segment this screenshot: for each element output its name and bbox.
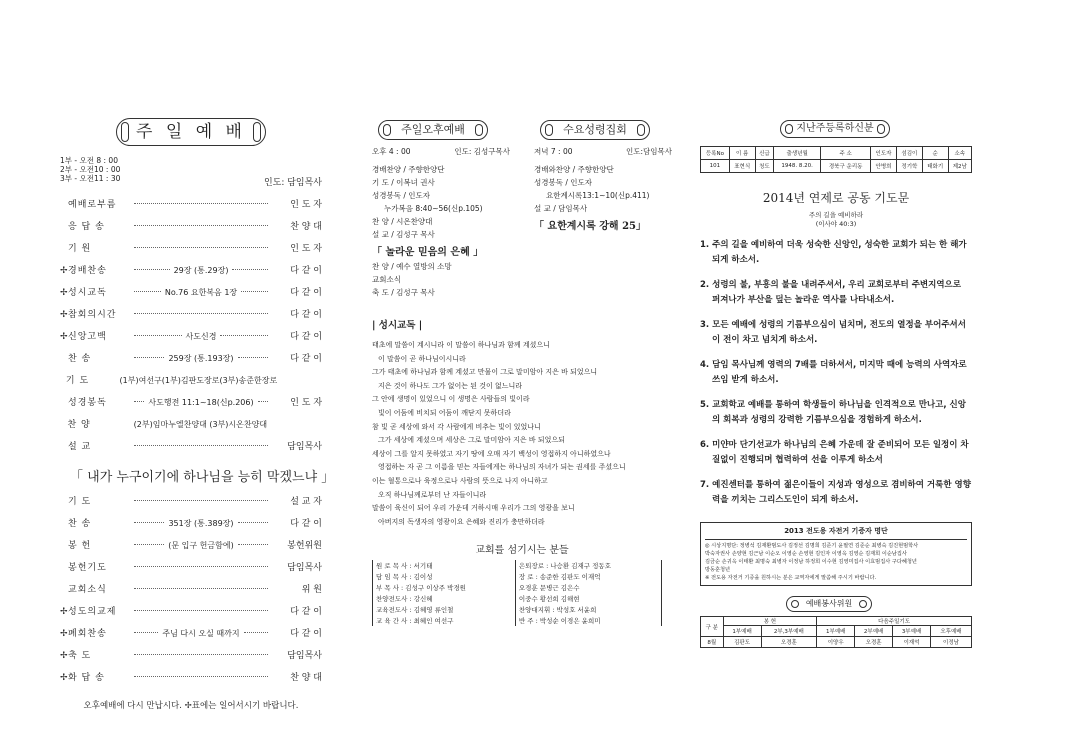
leader-dots xyxy=(134,269,170,270)
order-item-name: 설 교 xyxy=(68,442,92,452)
order-item-name: 경배찬송 xyxy=(68,266,107,276)
order-item-name: 기 원 xyxy=(68,244,92,254)
order-item-leader: 인 도 자 xyxy=(290,200,322,210)
order-item-name: 성경봉독 xyxy=(68,398,107,408)
order-row xyxy=(60,667,322,689)
reading-line: 참 빛 곧 세상에 와서 각 사람에게 비추는 빛이 있었나니 xyxy=(372,422,541,431)
prayer-reference: (이사야 40:3) xyxy=(815,220,857,228)
order-item-detail: 주님 다시 오실 때까지 xyxy=(162,629,240,638)
duty-subheader-cell: 2부예배 xyxy=(855,626,893,637)
order-row xyxy=(60,513,322,535)
duty-subheader-row xyxy=(701,626,972,637)
order-item-name: 봉 헌 xyxy=(68,541,92,551)
leader-dots xyxy=(134,522,164,523)
order-item-leader: 인 도 자 xyxy=(290,244,322,254)
sermon-title: 「 내가 누구이기에 하나님을 능히 막겠느냐 」 xyxy=(70,470,335,485)
leader-dots xyxy=(134,225,268,226)
order-item-detail: 259장 (통.193장) xyxy=(168,354,234,363)
leader-dots xyxy=(134,203,268,204)
donor-line: 김금순 손귀옥 이태환 최명숙 최병자 이정남 하정희 이수현 김영미집사 이효범집사 구다혜청년 xyxy=(705,559,917,565)
wednesday-time: 저녁 7 : 00 xyxy=(534,147,573,156)
leader-label: 인도: 담임목사 xyxy=(263,178,322,188)
staff-cell: 오경훈 문병근 김은수 xyxy=(515,582,661,593)
order-row xyxy=(60,557,322,579)
new-members-header-cell: 순 xyxy=(922,147,948,160)
order-item-leader: 담임목사 xyxy=(287,651,322,661)
order-row xyxy=(60,348,322,370)
duty-table xyxy=(700,616,972,648)
order-item-name: 찬 양 xyxy=(67,420,91,430)
reading-line: 지은 것이 하나도 그가 없이는 된 것이 없느니라 xyxy=(378,381,523,390)
staff-title: 교회를 섬기시는 분들 xyxy=(475,545,569,557)
leader-dots xyxy=(241,291,268,292)
prayer-item: 2. 성령의 불, 부흥의 불을 내려주셔서, 우리 교회로부터 주변지역으로 퍼져나가 부산을 덮는 놀라운 역사를 나타내소서. xyxy=(700,280,961,305)
reading-line: 세상이 그를 알지 못하였고 자기 땅에 오매 자기 백성이 영접하지 아니하였으나 xyxy=(372,449,611,458)
staff-cell: 원 로 목 사 : 서기태 xyxy=(373,560,516,571)
table-row xyxy=(373,604,662,615)
order-item-name: 교회소식 xyxy=(68,585,107,595)
responsive-reading xyxy=(372,339,672,529)
order-item-leader: 봉헌위원 xyxy=(287,541,322,551)
staff-table xyxy=(372,560,662,626)
pm-item: 찬 양 / 예수 열방의 소망 xyxy=(372,262,452,271)
leader-dots xyxy=(134,313,268,314)
table-row xyxy=(373,615,662,626)
order-row xyxy=(60,304,322,326)
reading-line: 태초에 말씀이 계시니라 이 말씀이 하나님과 함께 계셨으니 xyxy=(372,341,550,349)
duty-header-cell: 구 분 xyxy=(701,617,724,637)
order-item-name: 기 도 xyxy=(65,376,90,386)
leader-dots xyxy=(244,632,268,633)
order-item-leader: 위 원 xyxy=(301,585,322,595)
sunday-worship-title: 주 일 예 배 xyxy=(116,118,266,146)
leader-dots xyxy=(134,632,158,633)
service-time: 3부 - 오전11 : 30 xyxy=(60,174,121,183)
reading-line: 이는 혈통으로나 육정으로나 사람의 뜻으로 나지 아니하고 xyxy=(372,476,548,485)
order-item-name: 화 답 송 xyxy=(68,673,105,683)
pm-sermon-title: 「 놀라운 믿음의 은혜 」 xyxy=(372,247,484,258)
duty-header-cell: 다음주일기도 xyxy=(817,617,972,626)
wednesday-item: 성경봉독 / 인도자 xyxy=(534,178,593,187)
new-members-cell: 정기학 xyxy=(896,160,922,173)
order-item-detail: 351장 (통.389장) xyxy=(168,519,234,528)
wednesday-item: 경배와찬양 / 주향한양단 xyxy=(534,165,614,174)
new-members-header-cell: 등록No xyxy=(701,147,730,160)
order-item-leader: 다 같 이 xyxy=(290,607,322,617)
duty-name-cell: 오경훈 xyxy=(855,637,893,648)
standing-mark: ✢ xyxy=(60,266,68,276)
prayer-item: 6. 미얀마 단기선교가 하나님의 은혜 가운데 잘 준비되어 모든 일정이 차질없이 진행되며 협력하여 선을 이루게 하소서 xyxy=(700,440,969,465)
duty-month-cell: 8월 xyxy=(701,637,724,648)
prayer-title: 2014년 연제로 공동 기도문 xyxy=(762,191,910,205)
order-item-name: 찬 송 xyxy=(68,354,92,364)
donor-box-title: 2013 전도용 자전거 기증자 명단 xyxy=(784,527,888,535)
order-item-name: 폐회찬송 xyxy=(68,629,107,639)
order-item-name: 축 도 xyxy=(68,651,92,661)
table-row xyxy=(373,560,662,571)
order-row xyxy=(60,414,322,436)
pm-order-after xyxy=(372,260,510,299)
pm-item: 경배찬양 / 주향한양단 xyxy=(372,165,445,174)
leader-dots xyxy=(134,247,268,248)
staff-cell: 찬양전도사 : 강신혜 xyxy=(373,593,516,604)
order-row xyxy=(60,436,322,458)
order-of-worship-after xyxy=(60,491,322,689)
donor-line: 방동훈청년 xyxy=(705,567,731,573)
donor-line: ※ 전도용 자전거 기증을 원하시는 분은 교역자에게 말씀해 주시기 바랍니다. xyxy=(705,575,877,581)
order-item-leader: 다 같 이 xyxy=(290,332,323,342)
leader-dots xyxy=(134,676,268,677)
pm-item: 축 도 / 김성구 목사 xyxy=(372,288,435,297)
wednesday-item: 설 교 / 담임목사 xyxy=(534,204,588,213)
order-item-leader: 담임목사 xyxy=(287,563,322,573)
staff-cell: 부 목 사 : 김성구 이상주 박경원 xyxy=(373,582,516,593)
order-row xyxy=(60,326,322,348)
order-row xyxy=(60,370,322,392)
reading-line: 영접하는 자 곧 그 이름을 믿는 자들에게는 하나님의 자녀가 되는 권세를 주셨으니 xyxy=(378,463,626,472)
leader-dots xyxy=(238,522,268,523)
new-members-cell: 제2남 xyxy=(948,160,971,173)
order-item-name: 응 답 송 xyxy=(68,222,105,232)
order-item-leader: 다 같 이 xyxy=(290,310,322,320)
reading-line: 빛이 어둠에 비치되 어둠이 깨닫지 못하더라 xyxy=(378,408,511,417)
duty-title: 예배봉사위원 xyxy=(786,596,872,612)
order-item-leader: 설 교 자 xyxy=(290,497,322,507)
order-row xyxy=(60,579,322,601)
order-item-leader: 찬 양 대 xyxy=(290,673,322,683)
new-members-cell: 표현식 xyxy=(729,160,755,173)
new-members-header-cell: 이 름 xyxy=(729,147,755,160)
order-item-name: 참회의시간 xyxy=(68,310,117,320)
duty-name-cell: 이양우 xyxy=(817,637,855,648)
wednesday-leader: 인도:담임목사 xyxy=(626,147,672,156)
pm-item: 설 교 / 김성구 목사 xyxy=(372,230,435,239)
leader-dots xyxy=(134,335,182,336)
table-row xyxy=(373,571,662,582)
order-row xyxy=(60,216,322,238)
order-item-leader: 다 같 이 xyxy=(290,519,322,529)
order-item-detail: (문 입구 헌금함에) xyxy=(168,541,234,550)
staff-cell: 은퇴장로 : 나승환 김재구 정동호 xyxy=(515,560,661,571)
duty-subheader-cell: 1부예배 xyxy=(723,626,761,637)
responsive-reading-title: | 성시교독 | xyxy=(372,320,423,331)
leader-dots xyxy=(134,566,268,567)
order-item-name: 봉헌기도 xyxy=(68,563,107,573)
reading-line: 이 말씀이 곧 하나님이시니라 xyxy=(378,354,466,363)
leader-dots xyxy=(134,500,268,501)
new-members-header-cell: 주 소 xyxy=(821,147,871,160)
new-members-cell: 101 xyxy=(701,160,730,173)
new-members-table xyxy=(700,146,972,173)
new-members-header-cell: 인도자 xyxy=(871,147,897,160)
order-item-name: 기 도 xyxy=(68,497,92,507)
wednesday-sermon-title: 「 요한계시록 강해 25」 xyxy=(534,221,646,232)
new-members-cell: 안병희 xyxy=(871,160,897,173)
order-item-detail: 사도행전 11:1~18(신p.206) xyxy=(148,398,254,407)
order-item-leader: 담임목사 xyxy=(287,442,322,452)
standing-mark: ✢ xyxy=(60,629,68,639)
leader-dots xyxy=(258,401,268,402)
duty-header-cell: 봉 헌 xyxy=(723,617,817,626)
new-members-header-cell: 출생년월 xyxy=(774,147,821,160)
pm-leader: 인도: 김성구목사 xyxy=(454,147,510,156)
staff-cell: 장 로 : 송준한 김판도 이재억 xyxy=(515,571,661,582)
new-members-header-row xyxy=(701,147,972,160)
order-item-name: 신앙고백 xyxy=(68,332,107,342)
order-item-name: 예배로부름 xyxy=(68,200,117,210)
new-members-cell: 경북구 운리동 xyxy=(821,160,871,173)
standing-mark: ✢ xyxy=(60,310,68,320)
order-item-name: 성도의교제 xyxy=(68,607,117,617)
leader-dots xyxy=(134,544,164,545)
wednesday-service-title: 수요성령집회 xyxy=(540,120,650,140)
order-row xyxy=(60,194,322,216)
order-item-name: 성시교독 xyxy=(68,288,107,298)
order-row xyxy=(60,392,322,414)
staff-cell: 담 임 목 사 : 김이성 xyxy=(373,571,516,582)
footer-note: 오후예배에 다시 만납시다. ✢표에는 일어서시기 바랍니다. xyxy=(83,701,299,711)
order-row xyxy=(60,260,322,282)
leader-dots xyxy=(134,445,268,446)
new-members-title: 지난주등록하신분 xyxy=(780,120,890,138)
standing-mark: ✢ xyxy=(60,651,68,661)
pm-order xyxy=(372,163,510,241)
order-item-leader: 다 같 이 xyxy=(290,288,322,298)
wednesday-service xyxy=(534,120,672,299)
duty-header-row xyxy=(701,617,972,626)
wednesday-item: 요한계시록13:1~10(신p.411) xyxy=(546,191,650,200)
leader-dots xyxy=(134,588,268,589)
standing-mark: ✢ xyxy=(60,607,68,617)
order-of-worship xyxy=(60,194,322,458)
pm-item: 누가복음 8:40~56(신p.105) xyxy=(384,204,483,213)
leader-dots xyxy=(134,654,268,655)
order-row xyxy=(60,645,322,667)
order-item-leader: 다 같 이 xyxy=(290,354,322,364)
new-members-header-cell: 소속 xyxy=(948,147,971,160)
standing-mark: ✢ xyxy=(60,288,68,298)
leader-dots xyxy=(220,335,268,336)
reading-line: 그가 세상에 계셨으며 세상은 그로 말미암아 지은 바 되었으되 xyxy=(378,436,565,445)
reading-line: 그가 태초에 하나님과 함께 계셨고 만물이 그로 말미암아 지은 바 되었으니 xyxy=(372,368,598,377)
prayer-item: 4. 담임 목사님께 영력의 7배를 더하셔서, 미지막 때에 능력의 사역자로 쓰임 받게 하소서. xyxy=(700,360,967,385)
leader-dots xyxy=(134,610,268,611)
pm-time: 오후 4 : 00 xyxy=(372,147,411,156)
prayer-item: 3. 모든 예배에 성령의 기름부으심이 넘치며, 전도의 열정을 부어주셔서 이 전이 차고 넘치게 하소서. xyxy=(700,320,966,345)
order-row xyxy=(60,535,322,557)
donor-line: 박숙자권사 손양현 김근남 이순오 이영순 손영현 김인자 이영옥 김영순 김재희 이순남집사 xyxy=(705,551,907,557)
pm-item: 교회소식 xyxy=(372,275,401,284)
leader-dots xyxy=(134,401,144,402)
table-row xyxy=(373,593,662,604)
order-row xyxy=(60,238,322,260)
order-item-detail: 29장 (통.29장) xyxy=(173,266,229,275)
table-row xyxy=(373,582,662,593)
pm-and-wednesday-column xyxy=(372,120,672,626)
reading-line: 오직 하나님께로부터 난 자들이니라 xyxy=(378,490,487,499)
order-item-leader: 다 같 이 xyxy=(290,266,322,276)
sunday-worship-column xyxy=(60,118,335,711)
reading-line: 말씀이 육신이 되어 우리 가운데 거하시매 우리가 그의 영광을 보니 xyxy=(372,504,575,513)
leader-dots xyxy=(238,544,268,545)
right-column xyxy=(700,120,972,648)
staff-cell: 반 주 : 박성순 이경은 윤희미 xyxy=(515,615,661,626)
duty-name-cell: 이정남 xyxy=(931,637,972,648)
new-members-cell: 1948. 8.20. xyxy=(774,160,821,173)
leader-dots xyxy=(238,357,268,358)
new-members-header-cell: 신급 xyxy=(755,147,774,160)
duty-subheader-cell: 1부예배 xyxy=(817,626,855,637)
pm-item: 기 도 / 이복녀 권사 xyxy=(372,178,435,187)
pm-service xyxy=(372,120,510,299)
new-members-cell: 청도 xyxy=(755,160,774,173)
table-row xyxy=(701,160,972,173)
wednesday-order xyxy=(534,163,672,215)
order-row xyxy=(60,282,322,304)
staff-cell: 이중수 황선희 김해현 xyxy=(515,593,661,604)
order-item-detail: (1부)여선구(1부)김판도장로(3부)송준한장로 xyxy=(119,376,278,385)
order-row xyxy=(60,601,322,623)
donor-line: ◎ 시상지명단: 정병석 김재환범도사 김정선 김명희 김준기 윤필연 김준순 최병숙 김진현범학사 xyxy=(705,543,919,549)
order-item-leader: 다 같 이 xyxy=(290,629,322,639)
order-row xyxy=(60,623,322,645)
prayer-item: 5. 교회학교 예배를 통하여 학생들이 하나님을 인격적으로 만나고, 신앙의 회복과 성령의 강력한 기름부으심을 경험하게 하소서. xyxy=(700,400,966,425)
order-item-leader: 찬 양 대 xyxy=(290,222,322,232)
duty-name-cell: 오경훈 xyxy=(761,637,817,648)
pm-service-title: 주일오후예배 xyxy=(378,120,488,140)
reading-line: 아버지의 독생자의 영광이요 은혜와 진리가 충만하더라 xyxy=(378,517,545,526)
order-row xyxy=(60,491,322,513)
new-members-header-cell: 섬김이 xyxy=(896,147,922,160)
duty-name-cell: 이재억 xyxy=(893,637,931,648)
duty-subheader-cell: 3부예배 xyxy=(893,626,931,637)
donor-box xyxy=(700,522,972,586)
order-item-leader: 인 도 자 xyxy=(290,398,323,408)
order-item-detail: 사도신경 xyxy=(185,332,217,341)
order-item-detail: No.76 요한복음 1장 xyxy=(164,288,238,297)
service-time: 2부 - 오전10 : 00 xyxy=(60,165,121,174)
leader-dots xyxy=(134,291,161,292)
standing-mark: ✢ xyxy=(60,673,68,683)
pm-item: 찬 양 / 시온찬양대 xyxy=(372,217,433,226)
donor-list xyxy=(705,539,967,582)
prayer-list xyxy=(700,238,972,508)
duty-subheader-cell: 2부,3부예배 xyxy=(761,626,817,637)
leader-dots xyxy=(134,357,164,358)
new-members-cell: 태화기 xyxy=(922,160,948,173)
order-item-name: 찬 송 xyxy=(68,519,92,529)
staff-cell: 교 육 간 사 : 최혜인 여선구 xyxy=(373,615,516,626)
duty-subheader-cell: 오후예배 xyxy=(931,626,972,637)
table-row xyxy=(701,637,972,648)
order-item-detail: (2부)임마누엘찬양대 (3부)시온찬양대 xyxy=(133,420,268,429)
staff-cell: 찬양대지휘 : 박성호 서윤희 xyxy=(515,604,661,615)
prayer-item: 7. 예진센터를 통하여 젊은이들이 지성과 영성으로 겸비하여 거룩한 영향력을 끼치는 그리스도인이 되게 하소서. xyxy=(700,480,971,505)
staff-cell: 교육전도사 : 김혜영 류인철 xyxy=(373,604,516,615)
pm-item: 성경봉독 / 인도자 xyxy=(372,191,431,200)
standing-mark: ✢ xyxy=(60,332,68,342)
reading-line: 그 안에 생명이 있었으니 이 생명은 사람들의 빛이라 xyxy=(372,395,530,404)
service-time: 1부 - 오전 8 : 00 xyxy=(60,156,118,165)
leader-dots xyxy=(232,269,268,270)
prayer-subtitle: 주의 길을 예비하라 xyxy=(808,211,864,219)
prayer-item: 1. 주의 길을 예비하여 더욱 성숙한 신앙인, 성숙한 교회가 되는 한 해가 되게 하소서. xyxy=(700,240,967,265)
duty-name-cell: 김판도 xyxy=(723,637,761,648)
